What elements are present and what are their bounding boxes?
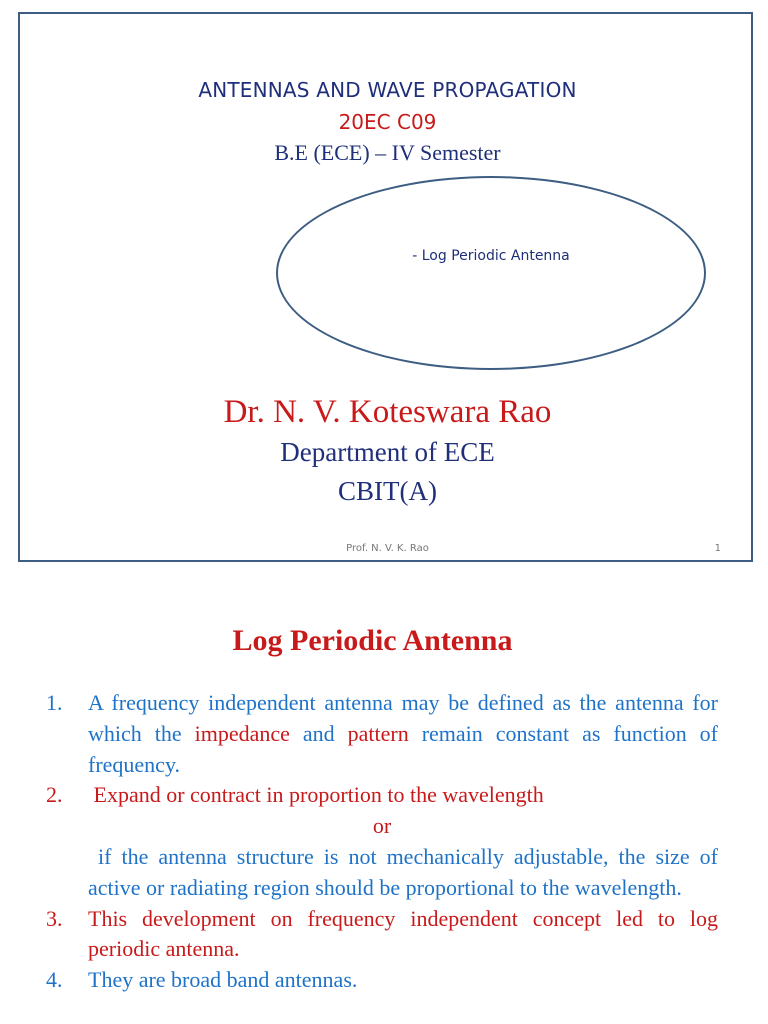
title-slide <box>18 12 753 562</box>
list-number: 2. <box>46 782 63 808</box>
semester-label: B.E (ECE) – IV Semester <box>274 140 501 165</box>
list-number: 4. <box>46 967 63 993</box>
item-text: if the antenna structure is not mechanically adjustable, the size of active or radiating region should be proportional to the wavelength. <box>88 843 718 900</box>
list-item <box>46 904 718 966</box>
item-text: and <box>289 720 348 746</box>
list-item-continuation <box>46 842 718 904</box>
item-text: Expand or contract in proportion to the wavelength <box>88 782 544 808</box>
slide2-list <box>46 688 718 996</box>
slide2-title: Log Periodic Antenna <box>232 624 513 657</box>
course-code: 20EC C09 <box>338 110 437 134</box>
page-number: 1 <box>714 543 721 554</box>
item-text: remain constant as function of frequency. <box>88 720 718 777</box>
list-item <box>46 688 718 780</box>
slide-footer: Prof. N. V. K. Rao <box>346 543 429 554</box>
or-separator <box>46 811 718 842</box>
item-text: A frequency independent antenna may be defined as the antenna for which the <box>88 690 718 746</box>
topic-ellipse <box>276 176 706 370</box>
item-text: This development on frequency independent concept led to log periodic antenna. <box>88 905 718 962</box>
list-number: 3. <box>46 905 63 931</box>
course-title: ANTENNAS AND WAVE PROPAGATION <box>198 78 577 102</box>
highlight-pattern: pattern <box>347 720 409 746</box>
item-text: They are broad band antennas. <box>88 967 358 993</box>
list-number: 1. <box>46 690 63 715</box>
list-item <box>46 965 718 996</box>
author-name: Dr. N. V. Koteswara Rao <box>223 394 552 430</box>
or-text: or <box>372 813 392 839</box>
highlight-impedance: impedance <box>194 720 290 746</box>
topic-label: - Log Periodic Antenna <box>412 248 570 264</box>
institute-label: CBIT(A) <box>338 476 437 506</box>
list-item <box>46 780 718 811</box>
department-label: Department of ECE <box>280 437 495 467</box>
